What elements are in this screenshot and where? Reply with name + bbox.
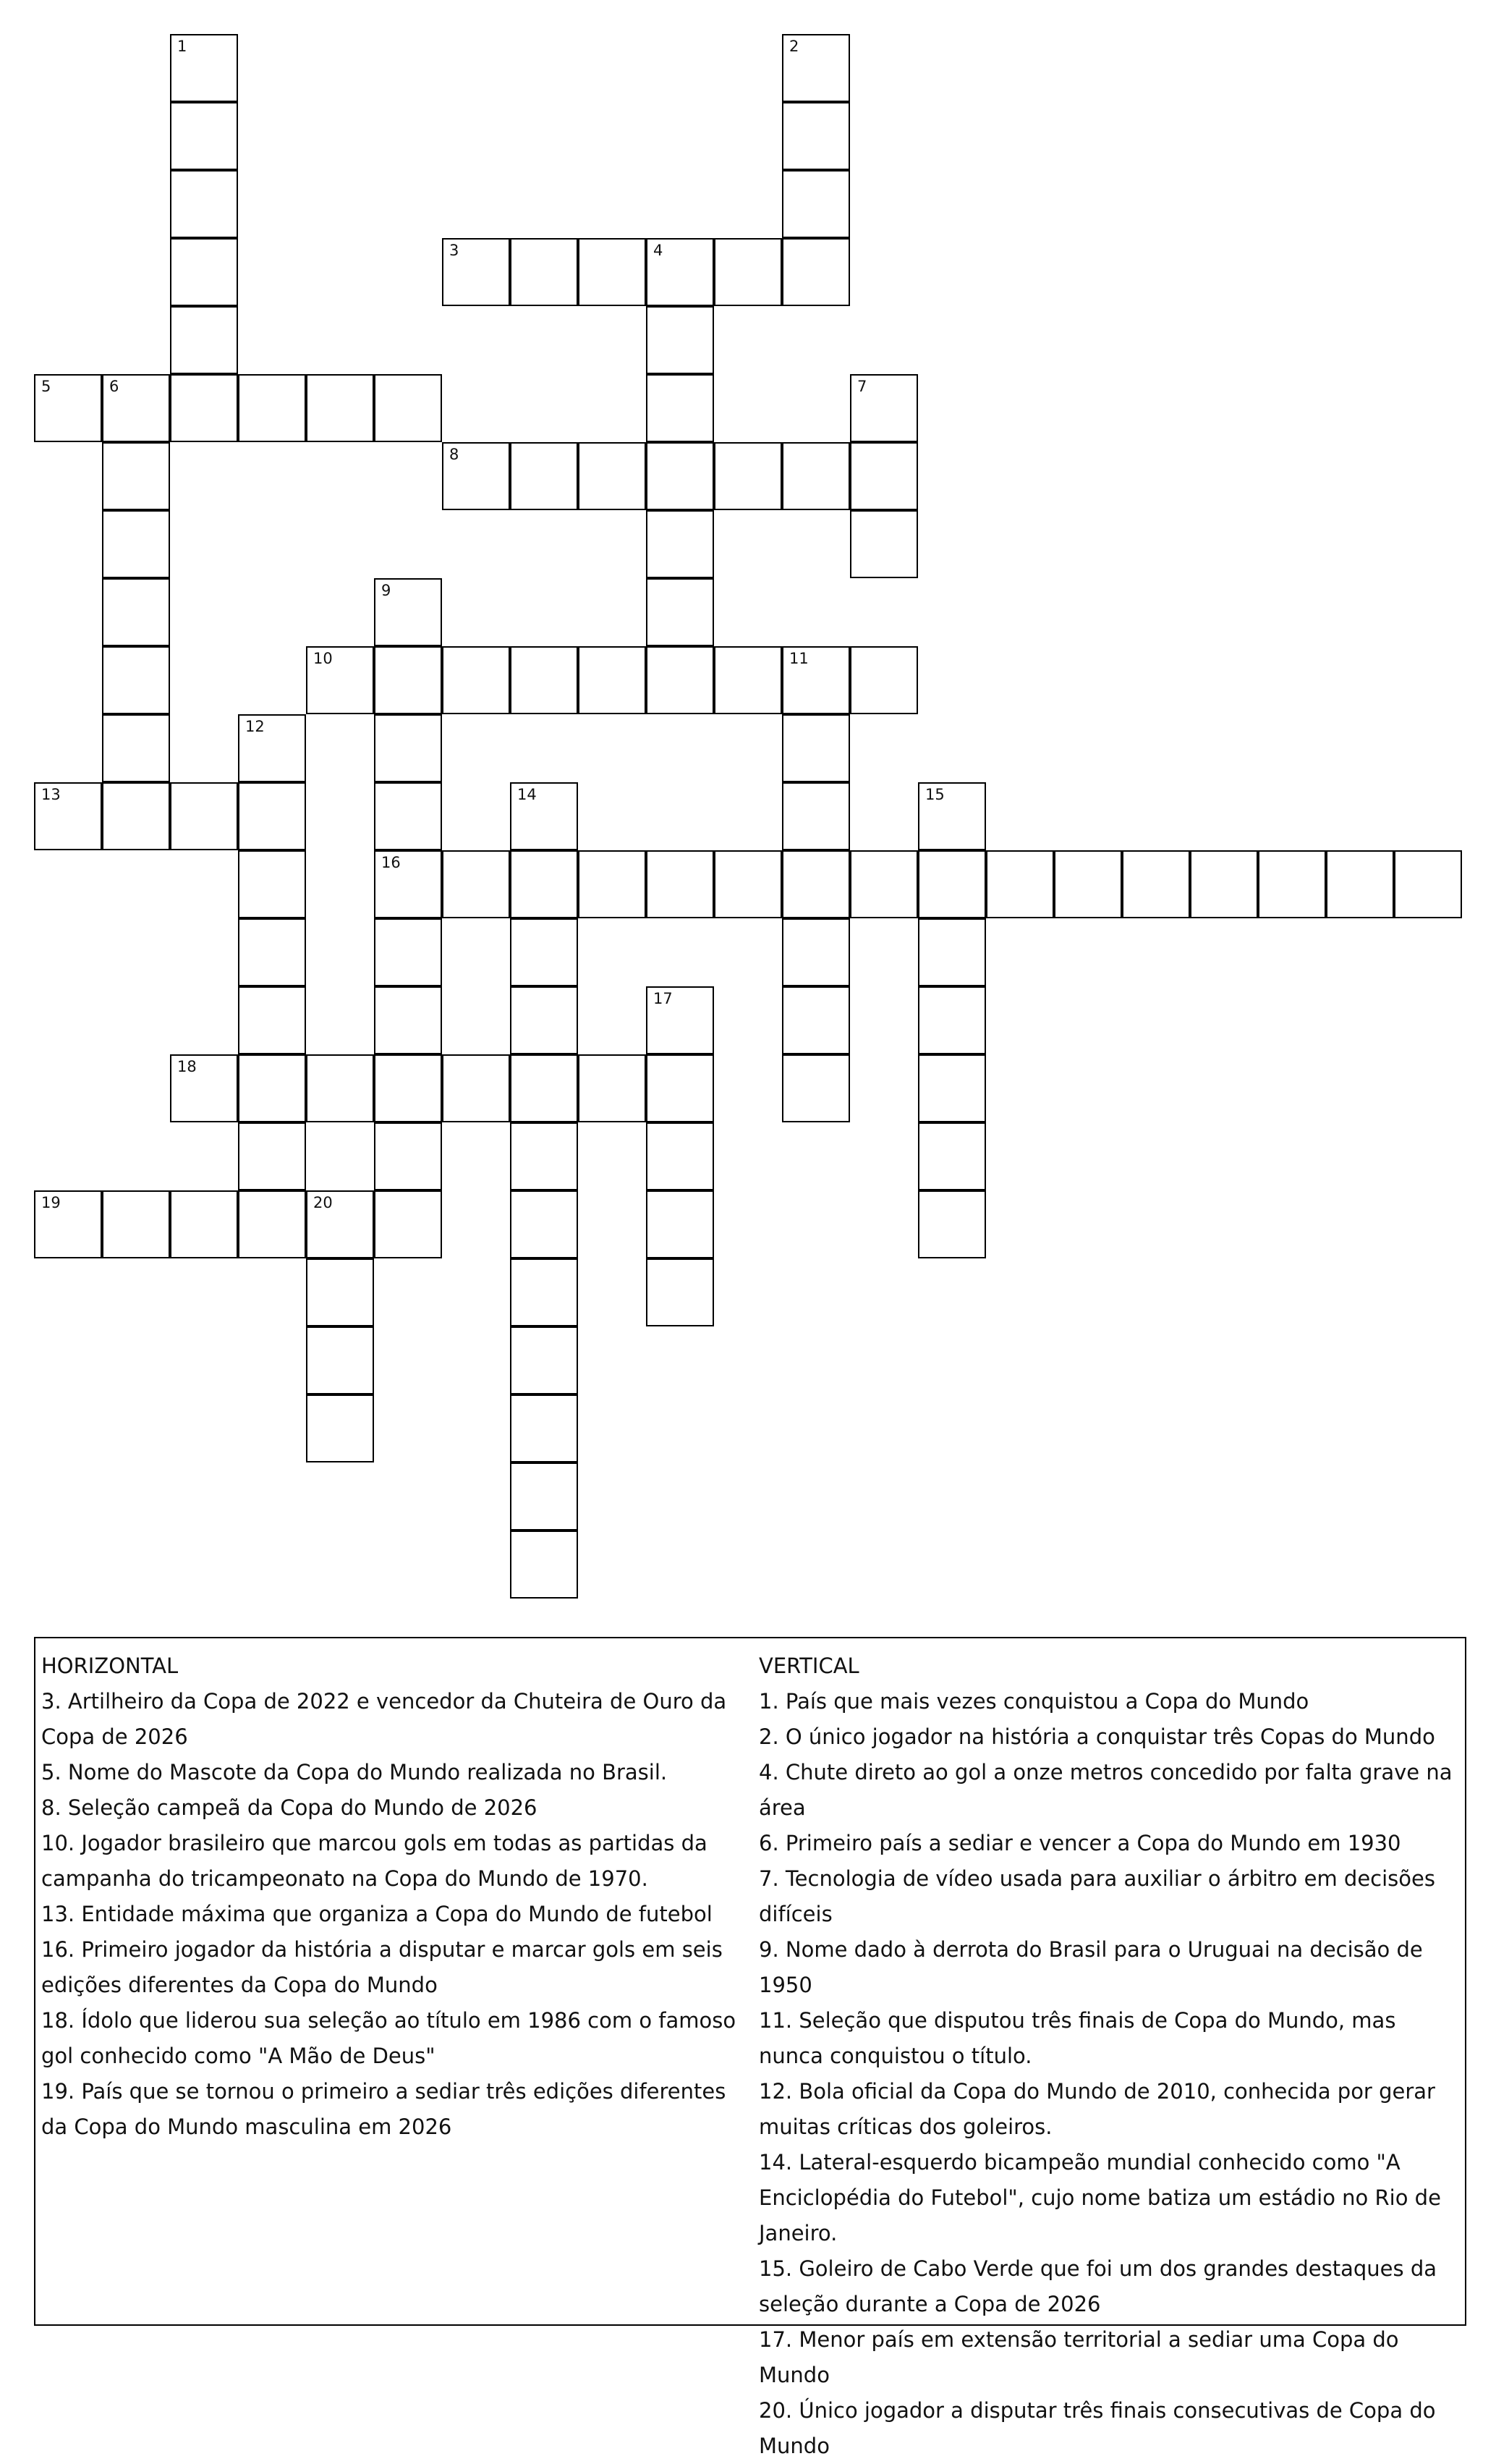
grid-cell[interactable] — [102, 782, 170, 850]
grid-cell[interactable] — [714, 442, 782, 510]
grid-cell[interactable] — [918, 850, 986, 918]
grid-cell[interactable] — [646, 646, 714, 714]
grid-cell[interactable] — [510, 850, 578, 918]
grid-cell[interactable] — [850, 646, 918, 714]
grid-cell[interactable] — [646, 986, 714, 1054]
grid-cell[interactable] — [306, 1326, 374, 1394]
grid-cell[interactable] — [646, 1122, 714, 1190]
grid-cell[interactable] — [646, 850, 714, 918]
grid-cell[interactable] — [170, 34, 238, 102]
grid-cell[interactable] — [646, 1190, 714, 1258]
clue-h-10: 10. Jogador brasileiro que marcou gols em todas as partidas da campanha do tricampeonato na Copa do Mundo de 1970. — [41, 1831, 707, 1891]
grid-cell[interactable] — [374, 782, 442, 850]
grid-cell[interactable] — [510, 1326, 578, 1394]
grid-cell[interactable] — [714, 850, 782, 918]
grid-cell[interactable] — [1394, 850, 1462, 918]
grid-cell[interactable] — [238, 782, 306, 850]
grid-cell[interactable] — [782, 986, 850, 1054]
grid-cell[interactable] — [918, 1122, 986, 1190]
grid-cell[interactable] — [1326, 850, 1394, 918]
grid-cell[interactable] — [374, 714, 442, 782]
grid-cell[interactable] — [34, 782, 102, 850]
grid-cell[interactable] — [374, 374, 442, 442]
grid-cell[interactable] — [238, 1054, 306, 1122]
grid-cell[interactable] — [238, 986, 306, 1054]
grid-cell[interactable] — [238, 918, 306, 986]
clue-number: 7 — [857, 378, 867, 395]
grid-cell[interactable] — [782, 714, 850, 782]
grid-cell[interactable] — [510, 646, 578, 714]
grid-cell[interactable] — [782, 442, 850, 510]
grid-cell[interactable] — [510, 1190, 578, 1258]
grid-cell[interactable] — [782, 918, 850, 986]
grid-cell[interactable] — [918, 782, 986, 850]
grid-cell[interactable] — [374, 1190, 442, 1258]
grid-cell[interactable] — [306, 646, 374, 714]
grid-cell[interactable] — [170, 1054, 238, 1122]
grid-cell[interactable] — [714, 646, 782, 714]
clue-v-20: 20. Único jogador a disputar três finais consecutivas de Copa do Mundo — [759, 2398, 1436, 2458]
clue-h-3: 3. Artilheiro da Copa de 2022 e vencedor da Chuteira de Ouro da Copa de 2026 — [41, 1689, 727, 1749]
grid-cell[interactable] — [782, 238, 850, 306]
grid-cell[interactable] — [646, 1054, 714, 1122]
clue-number: 14 — [517, 786, 537, 803]
clue-v-14: 14. Lateral-esquerdo bicampeão mundial conhecido como "A Enciclopédia do Futebol", cujo nome batiza um estádio no Rio de Janeiro. — [759, 2150, 1441, 2245]
clue-v-12: 12. Bola oficial da Copa do Mundo de 2010, conhecida por gerar muitas críticas dos goleiros. — [759, 2079, 1435, 2139]
clue-v-4: 4. Chute direto ao gol a onze metros concedido por falta grave na área — [759, 1760, 1453, 1820]
grid-cell[interactable] — [510, 918, 578, 986]
clue-number: 5 — [41, 378, 51, 395]
clue-number: 17 — [653, 990, 673, 1007]
grid-cell[interactable] — [442, 1054, 510, 1122]
clue-number: 4 — [653, 242, 663, 259]
clue-number: 2 — [789, 38, 799, 55]
clue-number: 10 — [313, 650, 333, 667]
grid-cell[interactable] — [646, 238, 714, 306]
grid-cell[interactable] — [714, 238, 782, 306]
grid-cell[interactable] — [510, 1394, 578, 1462]
clue-number: 3 — [449, 242, 459, 259]
grid-cell[interactable] — [782, 782, 850, 850]
grid-cell[interactable] — [170, 782, 238, 850]
grid-cell[interactable] — [102, 578, 170, 646]
grid-cell[interactable] — [510, 442, 578, 510]
grid-cell[interactable] — [782, 102, 850, 170]
grid-cell[interactable] — [170, 102, 238, 170]
grid-cell[interactable] — [850, 850, 918, 918]
grid-cell[interactable] — [102, 510, 170, 578]
clue-h-13: 13. Entidade máxima que organiza a Copa do Mundo de futebol — [41, 1902, 713, 1926]
grid-cell[interactable] — [510, 1462, 578, 1531]
grid-cell[interactable] — [306, 374, 374, 442]
grid-cell[interactable] — [578, 850, 646, 918]
grid-cell[interactable] — [918, 1054, 986, 1122]
grid-cell[interactable] — [782, 170, 850, 238]
grid-cell[interactable] — [374, 918, 442, 986]
grid-cell[interactable] — [578, 1054, 646, 1122]
grid-cell[interactable] — [170, 374, 238, 442]
grid-cell[interactable] — [918, 1190, 986, 1258]
grid-cell[interactable] — [306, 1190, 374, 1258]
grid-cell[interactable] — [782, 34, 850, 102]
grid-cell[interactable] — [170, 238, 238, 306]
clue-number: 20 — [313, 1194, 333, 1211]
grid-cell[interactable] — [646, 510, 714, 578]
grid-cell[interactable] — [510, 1054, 578, 1122]
clue-number: 19 — [41, 1194, 61, 1211]
clue-number: 12 — [245, 718, 265, 735]
grid-cell[interactable] — [782, 1054, 850, 1122]
grid-cell[interactable] — [1122, 850, 1190, 918]
grid-cell[interactable] — [170, 1190, 238, 1258]
grid-cell[interactable] — [510, 238, 578, 306]
grid-cell[interactable] — [1258, 850, 1326, 918]
grid-cell[interactable] — [34, 374, 102, 442]
clue-number: 15 — [925, 786, 945, 803]
grid-cell[interactable] — [374, 578, 442, 646]
grid-cell[interactable] — [238, 374, 306, 442]
horizontal-title: HORIZONTAL — [41, 1654, 179, 1678]
grid-cell[interactable] — [510, 1531, 578, 1599]
grid-cell[interactable] — [102, 1190, 170, 1258]
grid-cell[interactable] — [646, 1258, 714, 1326]
grid-cell[interactable] — [1054, 850, 1122, 918]
clue-number: 11 — [789, 650, 809, 667]
grid-cell[interactable] — [170, 170, 238, 238]
grid-cell[interactable] — [306, 1394, 374, 1462]
clue-h-8: 8. Seleção campeã da Copa do Mundo de 2026 — [41, 1795, 537, 1820]
grid-cell[interactable] — [850, 510, 918, 578]
grid-cell[interactable] — [782, 646, 850, 714]
grid-cell[interactable] — [918, 986, 986, 1054]
grid-cell[interactable] — [646, 442, 714, 510]
clue-v-6: 6. Primeiro país a sediar e vencer a Copa do Mundo em 1930 — [759, 1831, 1401, 1855]
grid-cell[interactable] — [374, 646, 442, 714]
grid-cell[interactable] — [578, 442, 646, 510]
grid-cell[interactable] — [442, 850, 510, 918]
grid-cell[interactable] — [442, 442, 510, 510]
grid-cell[interactable] — [374, 986, 442, 1054]
clue-v-17: 17. Menor país em extensão territorial a sediar uma Copa do Mundo — [759, 2327, 1399, 2387]
grid-cell[interactable] — [442, 238, 510, 306]
clue-v-7: 7. Tecnologia de vídeo usada para auxiliar o árbitro em decisões difíceis — [759, 1866, 1435, 1926]
clue-number: 13 — [41, 786, 61, 803]
grid-cell[interactable] — [102, 714, 170, 782]
grid-cell[interactable] — [102, 442, 170, 510]
clue-h-18: 18. Ídolo que liderou sua seleção ao título em 1986 com o famoso gol conhecido como "A Mão de Deus" — [41, 2008, 736, 2068]
grid-cell[interactable] — [238, 850, 306, 918]
grid-cell[interactable] — [510, 1122, 578, 1190]
grid-cell[interactable] — [510, 1258, 578, 1326]
clue-v-15: 15. Goleiro de Cabo Verde que foi um dos grandes destaques da seleção durante a Copa de 2026 — [759, 2256, 1437, 2316]
grid-cell[interactable] — [306, 1054, 374, 1122]
horizontal-clues — [41, 1648, 747, 2145]
grid-cell[interactable] — [850, 374, 918, 442]
clues-box — [34, 1637, 1466, 2458]
grid-cell[interactable] — [374, 850, 442, 918]
grid-cell[interactable] — [306, 1258, 374, 1326]
grid-cell[interactable] — [374, 1054, 442, 1122]
grid-cell[interactable] — [646, 306, 714, 374]
clue-number: 18 — [177, 1058, 197, 1075]
grid-cell[interactable] — [646, 578, 714, 646]
clue-v-9: 9. Nome dado à derrota do Brasil para o Uruguai na decisão de 1950 — [759, 1937, 1423, 1997]
clue-v-2: 2. O único jogador na história a conquistar três Copas do Mundo — [759, 1724, 1435, 1749]
grid-cell[interactable] — [578, 238, 646, 306]
grid-cell[interactable] — [34, 1190, 102, 1258]
clue-v-1: 1. País que mais vezes conquistou a Copa do Mundo — [759, 1689, 1309, 1714]
grid-cell[interactable] — [170, 306, 238, 374]
vertical-title: VERTICAL — [759, 1654, 859, 1678]
grid-cell[interactable] — [510, 782, 578, 850]
clue-number: 9 — [381, 582, 391, 599]
clue-h-19: 19. País que se tornou o primeiro a sediar três edições diferentes da Copa do Mundo masculina em 2026 — [41, 2079, 726, 2139]
grid-cell[interactable] — [578, 646, 646, 714]
grid-cell[interactable] — [986, 850, 1054, 918]
grid-cell[interactable] — [510, 986, 578, 1054]
clue-v-11: 11. Seleção que disputou três finais de Copa do Mundo, mas nunca conquistou o título. — [759, 2008, 1396, 2068]
grid-cell[interactable] — [646, 374, 714, 442]
grid-cell[interactable] — [238, 714, 306, 782]
grid-cell[interactable] — [238, 1122, 306, 1190]
clue-number: 8 — [449, 446, 459, 463]
clue-h-16: 16. Primeiro jogador da história a disputar e marcar gols em seis edições diferentes da Copa do Mundo — [41, 1937, 723, 1997]
grid-cell[interactable] — [374, 1122, 442, 1190]
grid-cell[interactable] — [102, 374, 170, 442]
clue-number: 6 — [109, 378, 119, 395]
clue-number: 16 — [381, 854, 401, 871]
grid-cell[interactable] — [850, 442, 918, 510]
grid-cell[interactable] — [102, 646, 170, 714]
vertical-clues — [759, 1648, 1461, 2464]
clue-h-5: 5. Nome do Mascote da Copa do Mundo realizada no Brasil. — [41, 1760, 668, 1785]
grid-cell[interactable] — [1190, 850, 1258, 918]
grid-cell[interactable] — [238, 1190, 306, 1258]
grid-cell[interactable] — [918, 918, 986, 986]
grid-cell[interactable] — [782, 850, 850, 918]
grid-cell[interactable] — [442, 646, 510, 714]
clue-number: 1 — [177, 38, 187, 55]
